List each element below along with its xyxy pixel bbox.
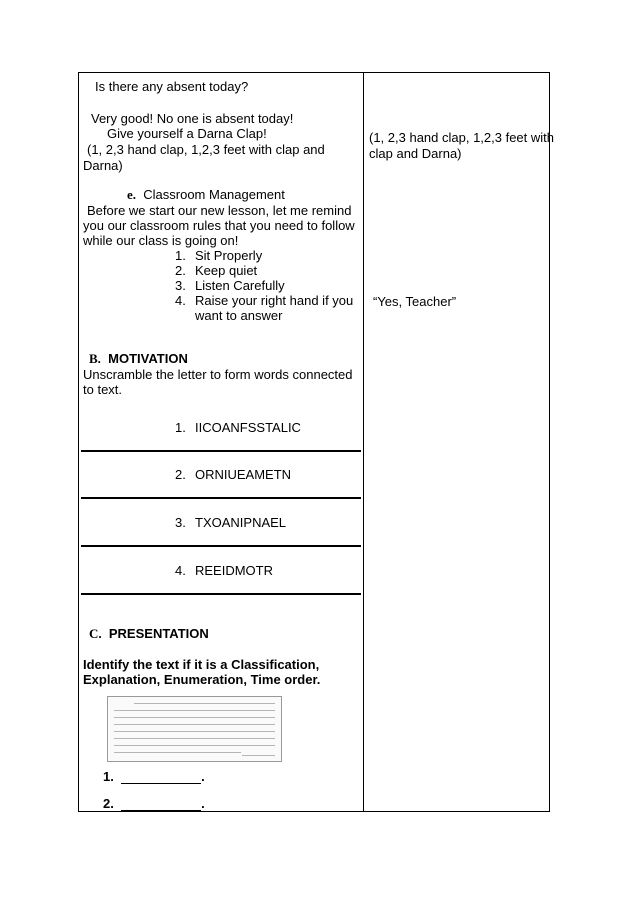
section-letter: B. bbox=[89, 351, 101, 366]
section-letter: C. bbox=[89, 626, 102, 641]
rule-item: 4. Raise your right hand if you bbox=[175, 293, 354, 308]
rule-item-continued: want to answer bbox=[195, 308, 283, 323]
absent-question: Is there any absent today? bbox=[95, 79, 249, 94]
clap-instruction-line2: Darna) bbox=[83, 158, 123, 173]
section-title: MOTIVATION bbox=[108, 351, 188, 366]
dogs-text-image bbox=[107, 696, 282, 762]
scrambled-word: 2. ORNIUEAMETN bbox=[175, 467, 292, 482]
classroom-management-heading bbox=[127, 187, 285, 202]
clap-instruction-line1: (1, 2,3 hand clap, 1,2,3 feet with clap and bbox=[87, 142, 325, 157]
motivation-line1: Unscramble the letter to form words connected bbox=[83, 367, 353, 382]
management-line2: you our classroom rules that you need to follow bbox=[83, 218, 355, 233]
motivation-line2: to text. bbox=[83, 382, 123, 397]
rule-item: 2. Keep quiet bbox=[175, 263, 258, 278]
pupil-response-line2: clap and Darna) bbox=[369, 146, 462, 161]
darna-clap-text: Give yourself a Darna Clap! bbox=[107, 126, 267, 141]
answer-line bbox=[81, 593, 361, 595]
lesson-table bbox=[78, 72, 555, 812]
section-title: PRESENTATION bbox=[108, 626, 209, 641]
scrambled-word: 3. TXOANIPNAEL bbox=[175, 515, 287, 530]
motivation-heading bbox=[89, 351, 188, 366]
scrambled-word: 1. IICOANFSSTALIC bbox=[175, 420, 301, 435]
answer-line bbox=[81, 545, 361, 547]
identify-line2: Explanation, Enumeration, Time order. bbox=[83, 672, 321, 687]
pupil-response-line1: (1, 2,3 hand clap, 1,2,3 feet with bbox=[369, 130, 555, 145]
answer-blank[interactable]: 1. . bbox=[103, 769, 205, 784]
identify-line1: Identify the text if it is a Classification, bbox=[83, 657, 320, 672]
pupil-response-yes-teacher: “Yes, Teacher” bbox=[373, 294, 457, 309]
very-good-text: Very good! No one is absent today! bbox=[91, 111, 294, 126]
presentation-heading bbox=[89, 626, 209, 641]
rule-item: 1. Sit Properly bbox=[175, 248, 263, 263]
column-divider bbox=[363, 73, 364, 811]
section-title: Classroom Management bbox=[143, 187, 285, 202]
scrambled-word: 4. REEIDMOTR bbox=[175, 563, 273, 578]
answer-line bbox=[81, 497, 361, 499]
rule-item: 3. Listen Carefully bbox=[175, 278, 285, 293]
management-line1: Before we start our new lesson, let me remind bbox=[87, 203, 352, 218]
management-line3: while our class is going on! bbox=[83, 233, 239, 248]
answer-blank[interactable]: 2. . bbox=[103, 796, 205, 811]
section-letter: e. bbox=[127, 187, 137, 202]
answer-line bbox=[81, 450, 361, 452]
